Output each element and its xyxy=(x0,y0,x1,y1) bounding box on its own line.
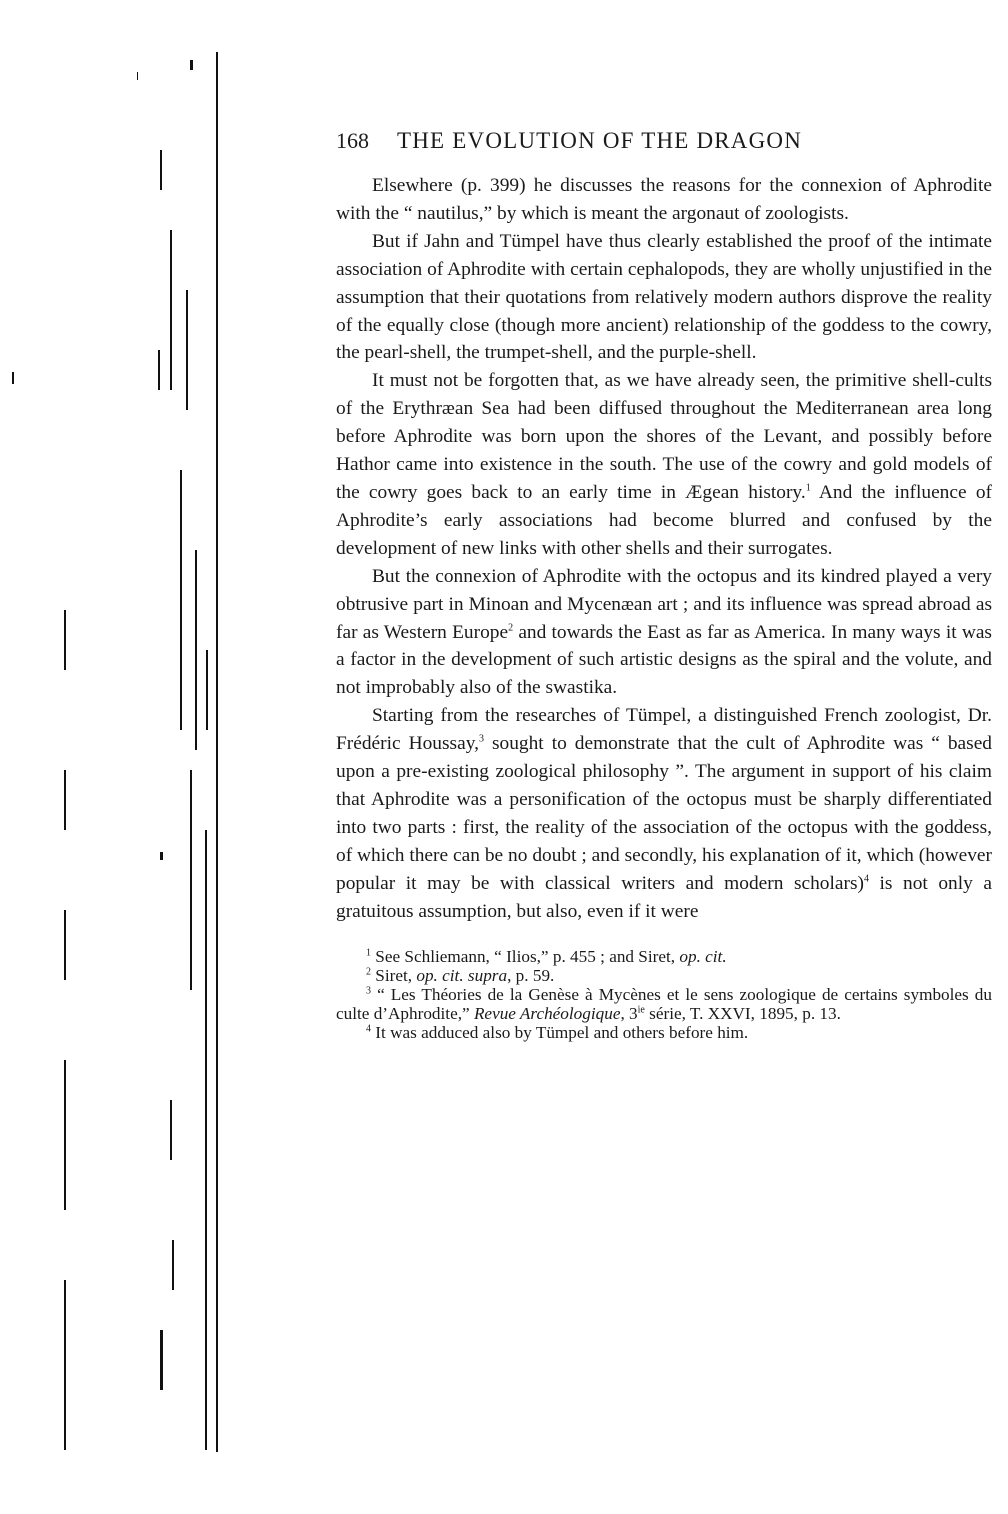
paragraph xyxy=(336,563,992,703)
running-header xyxy=(336,128,992,154)
scan-gutter-artifact xyxy=(0,0,240,1514)
running-title: THE EVOLUTION OF THE DRAGON xyxy=(397,128,803,153)
scan-artifact-line xyxy=(64,1060,66,1210)
text-run: It must not be forgotten that, as we have already seen, the primitive shell-cults of the Erythræan Sea had been diffused throughout the Mediterranean area long before Aphrodite was born upon the shores of the Levant, and possibly before Hathor came into existence in the south. The use of the cowry and gold models of the cowry goes back to an early time in Ægean history. xyxy=(336,370,992,503)
paragraph xyxy=(336,702,992,925)
body-text xyxy=(336,172,992,925)
italic-text: op. cit. xyxy=(679,947,727,967)
scan-artifact-line xyxy=(64,770,66,830)
note-marker: 3 xyxy=(478,733,484,745)
book-page xyxy=(336,128,992,1042)
text-run: But the connexion of Aphrodite with the octopus and its kindred played a very obtrusive part in Minoan and Mycenæan art ; and its influence was spread abroad as far as Western Europe xyxy=(336,565,992,643)
note-marker: 3 xyxy=(366,985,371,997)
italic-text: Revue Archéologique xyxy=(473,1004,621,1024)
footnote xyxy=(336,966,992,985)
italic-text: op. cit. supra xyxy=(416,966,508,986)
scan-artifact-line xyxy=(170,1100,172,1160)
scan-artifact-line xyxy=(160,1330,163,1390)
note-marker: 4 xyxy=(863,873,869,885)
text-run: “ Les Théories de la Genèse à Mycènes et le sens zoologique de certains symboles du culte d’Aphrodite,” xyxy=(336,985,992,1024)
text-run: But if Jahn and Tümpel have thus clearly established the proof of the intimate association of Aphrodite with certain cephalopods, they are wholly unjustified in the assumption that their quotations from relatively modern authors disprove the reality of the equally close (though more ancient) relationship of the goddess to the cowry, the pearl-shell, the trumpet-shell, and the purple-shell. xyxy=(336,230,992,364)
footnote xyxy=(336,985,992,1023)
scan-artifact-line xyxy=(172,1240,174,1290)
scan-artifact-line xyxy=(160,150,162,190)
scan-artifact-line xyxy=(64,610,66,670)
footnotes xyxy=(336,947,992,1042)
scan-artifact-line xyxy=(158,350,160,390)
note-marker: ie xyxy=(637,1004,645,1016)
scan-artifact-line xyxy=(190,60,193,70)
footnote xyxy=(336,1023,992,1042)
scan-artifact-line xyxy=(64,910,66,980)
scan-artifact-line xyxy=(170,230,172,390)
text-run: It was adduced also by Tümpel and others before him. xyxy=(371,1023,749,1043)
text-run: Siret, xyxy=(371,966,417,986)
note-marker: 1 xyxy=(366,947,371,959)
note-marker: 4 xyxy=(366,1023,371,1035)
scan-artifact-line xyxy=(205,830,207,1450)
scan-artifact-line xyxy=(216,52,218,1452)
scan-artifact-line xyxy=(12,372,14,384)
note-marker: 1 xyxy=(805,482,811,494)
text-run: Starting from the researches of Tümpel, a distinguished French zoologist, Dr. Frédéric Houssay, xyxy=(336,705,992,755)
page-number: 168 xyxy=(336,128,369,153)
scan-artifact-line xyxy=(186,290,188,410)
text-run: , p. 59. xyxy=(507,966,555,986)
paragraph xyxy=(336,367,992,562)
paragraph xyxy=(336,228,992,368)
scan-artifact-line xyxy=(206,650,208,730)
text-run: and towards the East as far as America. In many ways it was a factor in the development of such artistic designs as the spiral and the volute, and not improbably also of the swastika. xyxy=(336,621,992,699)
scan-artifact-line xyxy=(160,852,163,860)
note-marker: 2 xyxy=(508,622,514,634)
text-run: , 3 xyxy=(620,1004,638,1024)
text-run: And the influence of Aphrodite’s early associations had become blurred and confused by the development of new links with other shells and their surrogates. xyxy=(336,481,992,559)
scan-artifact-line xyxy=(64,1280,66,1450)
scan-artifact-line xyxy=(180,470,182,730)
text-run: série, T. XXVI, 1895, p. 13. xyxy=(644,1004,841,1024)
scan-artifact-line xyxy=(190,770,192,990)
text-run: is not only a gratuitous assumption, but also, even if it were xyxy=(336,872,992,922)
scan-artifact-line xyxy=(137,72,138,80)
text-run: sought to demonstrate that the cult of Aphrodite was “ based upon a pre-existing zoological philosophy ”. The argument in support of his claim that Aphrodite was a personification of the octopus must be sharply differentiated into two parts : first, the reality of the association of the octopus with the goddess, of which there can be no doubt ; and secondly, his explanation of it, which (however popular it may be with classical writers and modern scholars) xyxy=(336,733,992,894)
note-marker: 2 xyxy=(366,966,371,978)
paragraph xyxy=(336,172,992,228)
scan-artifact-line xyxy=(195,550,197,750)
text-run: Elsewhere (p. 399) he discusses the reasons for the connexion of Aphrodite with the “ nautilus,” by which is meant the argonaut of zoologists. xyxy=(336,175,992,224)
footnote xyxy=(336,947,992,966)
text-run: See Schliemann, “ Ilios,” p. 455 ; and Siret, xyxy=(371,947,680,967)
